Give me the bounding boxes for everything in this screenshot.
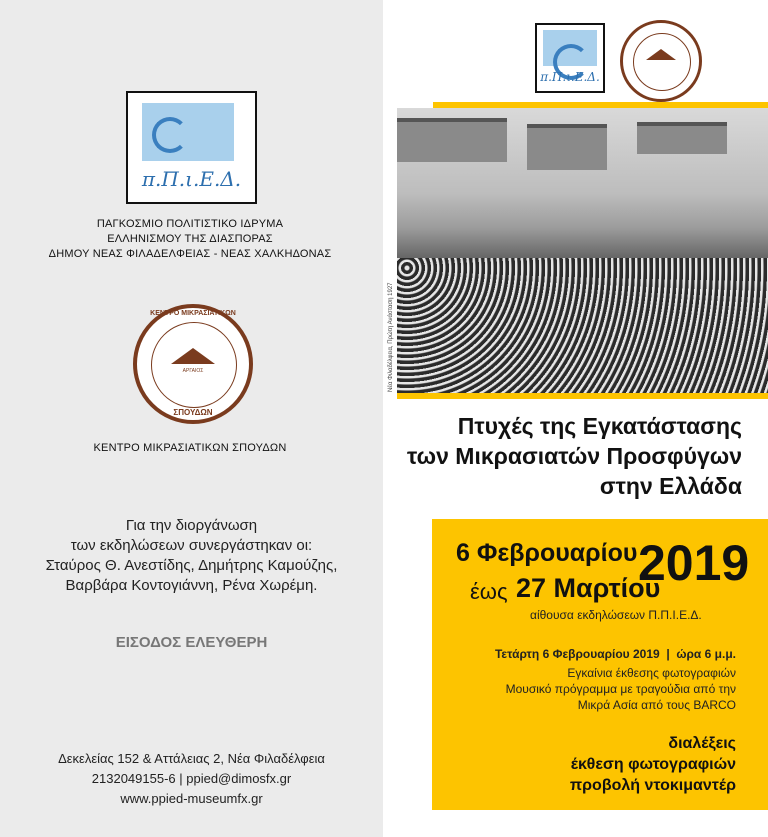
date-box [432, 519, 768, 810]
opening-details [506, 665, 736, 713]
left-panel [0, 0, 383, 837]
opening-line: Εγκαίνια έκθεσης φωτογραφιών [567, 666, 736, 680]
historic-photo [397, 108, 768, 393]
credits-line: των εκδηλώσεων συνεργάστηκαν οι: [70, 537, 313, 554]
credits-line: Σταύρος Θ. Ανεστίδης, Δημήτρης Καμούζης, [45, 557, 338, 574]
photo-caption: Νέα Φιλαδέλφεια, Πρώτη Ανάσταση 1927 [388, 282, 394, 392]
event-item: έκθεση φωτογραφιών [570, 756, 736, 773]
org-name-line: ΕΛΛΗΝΙΣΜΟΥ ΤΗΣ ΔΙΑΣΠΟΡΑΣ [107, 233, 273, 245]
phone-email[interactable]: 2132049155-6 | ppied@dimosfx.gr [91, 771, 292, 786]
event-item: προβολή ντοκιμαντέρ [569, 777, 736, 794]
mountain-icon [646, 49, 676, 60]
flag-swirl-icon [142, 103, 234, 161]
website-link[interactable]: www.ppied-museumfx.gr [120, 791, 263, 806]
org-name [40, 217, 340, 262]
seal-center-text: ΑΡΓΑΙΟΣ [182, 368, 204, 374]
crowd [397, 258, 768, 393]
credits-line: Για την διοργάνωση [125, 517, 258, 534]
opening-date: Τετάρτη 6 Φεβρουαρίου 2019 | ώρα 6 μ.μ. [494, 647, 736, 661]
ppied-logo-text: π.Π.ι.Ε.Δ. [141, 167, 242, 191]
contact-info [10, 749, 373, 809]
credits [20, 516, 363, 596]
title-line: στην Ελλάδα [599, 473, 742, 499]
free-entry: ΕΙΣΟΔΟΣ ΕΛΕΥΘΕΡΗ [115, 634, 268, 651]
flag-swirl-icon [543, 30, 597, 66]
title-line: Πτυχές της Εγκατάστασης [457, 413, 742, 439]
org-name-line: ΠΑΓΚΟΣΜΙΟ ΠΟΛΙΤΙΣΤΙΚΟ ΙΔΡΥΜΑ [96, 218, 284, 230]
ppied-logo [126, 91, 257, 204]
seal-bottom-text: ΣΠΟΥΔΩΝ [173, 408, 213, 417]
date-to: 27 Μαρτίου [516, 573, 661, 603]
ppied-logo-small [535, 23, 605, 93]
date-from: 6 Φεβρουαρίου [456, 539, 638, 567]
date-year: 2019 [638, 535, 750, 591]
opening-line: Μουσικό πρόγραμμα με τραγούδια από την [505, 682, 736, 696]
opening-line: Μικρά Ασία από τους BARCO [577, 698, 736, 712]
centre-name: ΚΕΝΤΡΟ ΜΙΚΡΑΣΙΑΤΙΚΩΝ ΣΠΟΥΔΩΝ [93, 442, 287, 454]
address: Δεκελείας 152 & Αττάλειας 2, Νέα Φιλαδέλφεια [58, 751, 325, 766]
event-item: διαλέξεις [668, 735, 736, 752]
org-name-line: ΔΗΜΟΥ ΝΕΑΣ ΦΙΛΑΔΕΛΦΕΙΑΣ - ΝΕΑΣ ΧΑΛΚΗΔΟΝΑΣ [48, 248, 332, 260]
credits-line: Βαρβάρα Κοντογιάννη, Ρένα Χωρέμη. [65, 577, 318, 594]
venue: αίθουσα εκδηλώσεων Π.Π.Ι.Ε.Δ. [530, 608, 702, 622]
date-prefix: έως [470, 579, 508, 604]
kms-seal [133, 304, 253, 424]
mountain-icon [171, 348, 215, 364]
exhibition-title [407, 411, 742, 501]
kms-seal-small [620, 20, 702, 102]
yellow-bar-bottom [397, 393, 768, 399]
title-line: των Μικρασιατών Προσφύγων [407, 443, 742, 469]
seal-top-text: ΚΕΝΤΡΟ ΜΙΚΡΑΣΙΑΤΙΚΩΝ [150, 310, 236, 317]
ppied-logo-text: π.Π.ι.Ε.Δ. [540, 70, 600, 84]
event-list [570, 733, 736, 796]
